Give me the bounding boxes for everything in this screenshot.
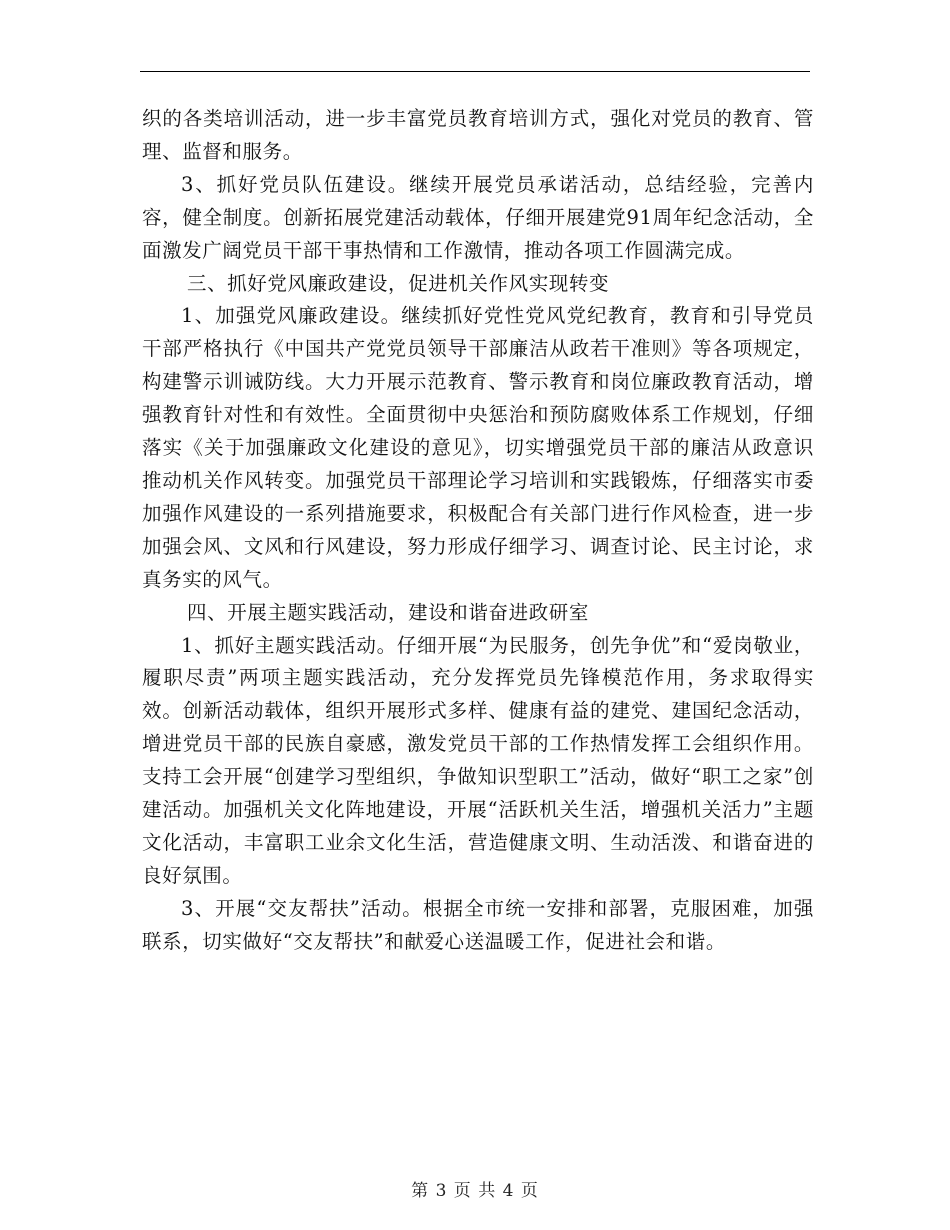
paragraph-theme-practice: 1、抓好主题实践活动。仔细开展“为民服务，创先争优”和“爱岗敬业，履职尽责”两项主题实践活动，充分发挥党员先锋模范作用，务求取得实效。创新活动载体，组织开展形式多样、健康有益的建党、建国纪念活动，增进党员干部的民族自豪感，激发党员干部的工作热情发挥工会组织作用。支持工会开展“创建学习型组织，争做知识型职工”活动，做好“职工之家”创建活动。加强机关文化阵地建设，开展“活跃机关生活，增强机关活力”主题文化活动，丰富职工业余文化生活，营造健康文明、生动活泼、和谐奋进的良好氛围。 [142, 633, 814, 887]
section-heading-4: 四、开展主题实践活动，建设和谐奋进政研室 [187, 600, 590, 624]
paragraph-friend-assistance: 3、开展“交友帮扶”活动。根据全市统一安排和部署，克服困难，加强联系，切实做好“交友帮扶”和献爱心送温暖工作，促进社会和谐。 [142, 896, 814, 953]
section-heading-3: 三、抓好党风廉政建设，促进机关作风实现转变 [187, 271, 610, 295]
paragraph-integrity-building: 1、加强党风廉政建设。继续抓好党性党风党纪教育，教育和引导党员干部严格执行《中国共产党党员领导干部廉洁从政若干准则》等各项规定，构建警示训诫防线。大力开展示范教育、警示教育和岗位廉政教育活动，增强教育针对性和有效性。全面贯彻中央惩治和预防腐败体系工作规划，仔细落实《关于加强廉政文化建设的意见》，切实增强党员干部的廉洁从政意识推动机关作风转变。加强党员干部理论学习培训和实践锻炼，仔细落实市委加强作风建设的一系列措施要求，积极配合有关部门进行作风检查，进一步加强会风、文风和行风建设，努力形成仔细学习、调查讨论、民主讨论，求真务实的风气。 [142, 304, 814, 591]
paragraph-continuation: 织的各类培训活动，进一步丰富党员教育培训方式，强化对党员的教育、管理、监督和服务。 [142, 107, 814, 163]
document-body [142, 103, 814, 959]
header-rule [140, 71, 810, 72]
page-number-footer: 第 3 页 共 4 页 [411, 1181, 539, 1201]
paragraph-party-team-building: 3、抓好党员队伍建设。继续开展党员承诺活动，总结经验，完善内容，健全制度。创新拓展党建活动载体，仔细开展建党91周年纪念活动，全面激发广阔党员干部干事热情和工作激情，推动各项工作圆满完成。 [142, 172, 814, 262]
